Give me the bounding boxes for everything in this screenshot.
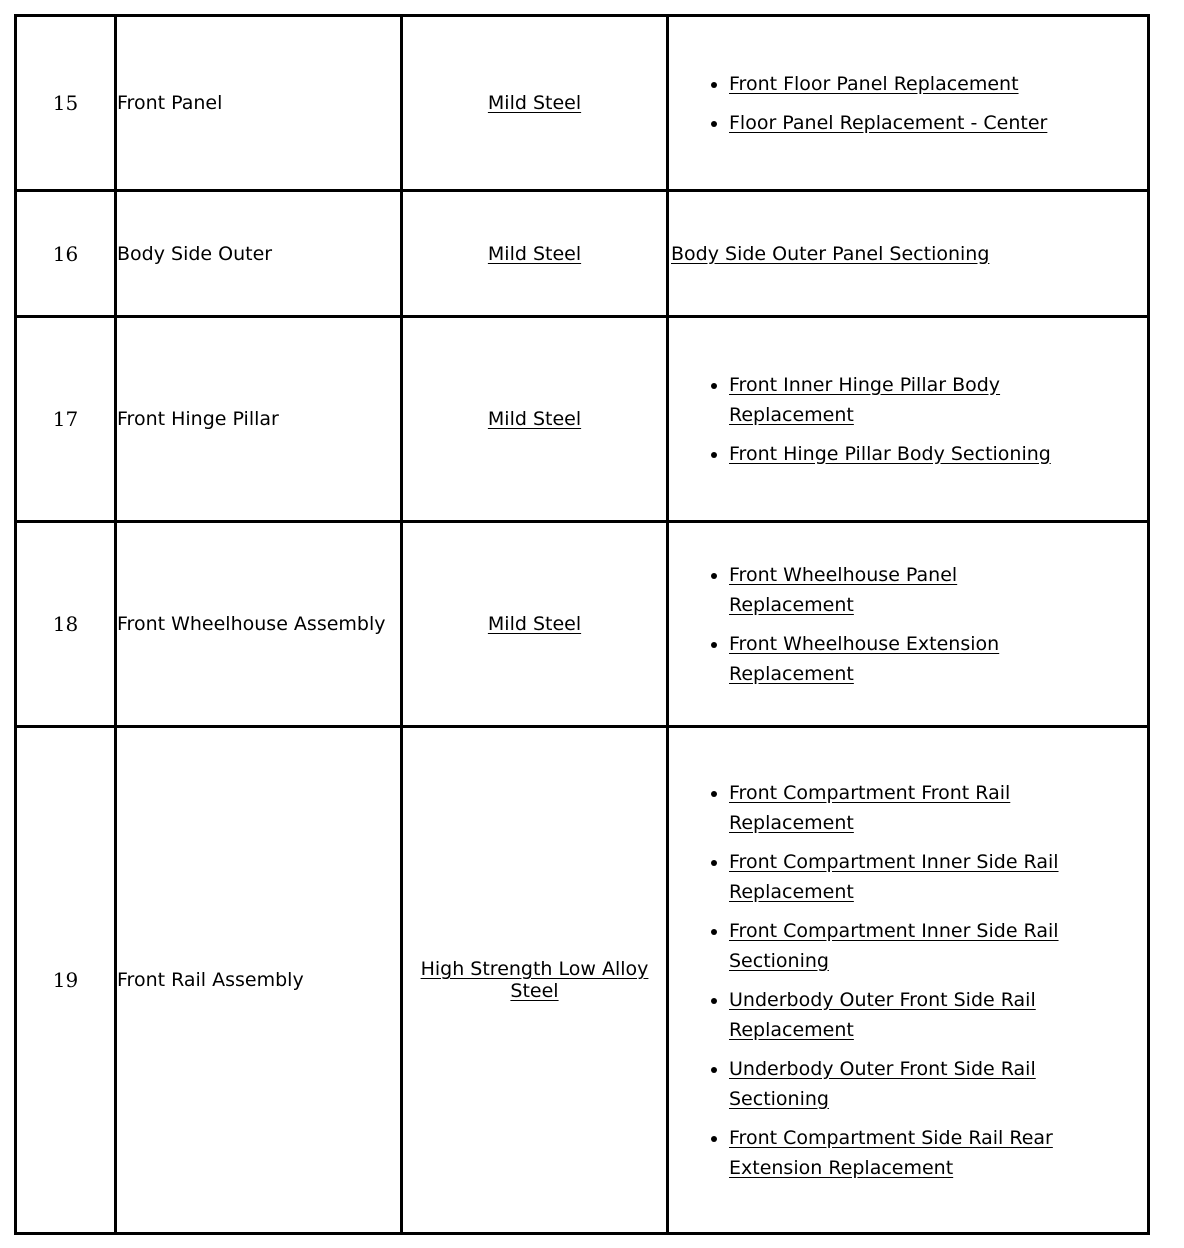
list-item bbox=[729, 108, 1147, 138]
table-row bbox=[14, 523, 1147, 728]
material-link[interactable]: Mild Steel bbox=[487, 242, 582, 265]
material-link[interactable]: Mild Steel bbox=[487, 408, 582, 430]
material-cell bbox=[400, 523, 666, 728]
parts-table bbox=[14, 14, 1150, 1235]
procedure-link[interactable]: Front Floor Panel Replacement bbox=[729, 72, 1019, 95]
row-number: 15 bbox=[14, 17, 114, 192]
list-item bbox=[729, 560, 1147, 620]
procedure-list bbox=[669, 560, 1147, 689]
table-row bbox=[14, 17, 1147, 192]
procedure-cell bbox=[666, 318, 1147, 523]
component-name: Body Side Outer bbox=[114, 192, 400, 318]
material-link[interactable]: Mild Steel bbox=[487, 613, 582, 635]
list-item bbox=[729, 1054, 1147, 1114]
material-cell bbox=[400, 728, 666, 1232]
procedure-link[interactable]: Front Compartment Front Rail Replacement bbox=[729, 781, 1011, 834]
procedure-link[interactable]: Front Hinge Pillar Body Sectioning bbox=[729, 442, 1051, 465]
list-item bbox=[729, 370, 1147, 430]
list-item bbox=[729, 1123, 1147, 1183]
list-item bbox=[729, 439, 1147, 469]
row-number: 16 bbox=[14, 192, 114, 318]
component-name: Front Wheelhouse Assembly bbox=[114, 523, 400, 728]
list-item bbox=[729, 985, 1147, 1045]
material-link[interactable]: High Strength Low Alloy Steel bbox=[420, 958, 649, 1002]
row-number: 19 bbox=[14, 728, 114, 1232]
procedure-link[interactable]: Front Compartment Inner Side Rail Replacement bbox=[729, 850, 1059, 903]
material-cell bbox=[400, 192, 666, 318]
procedure-list bbox=[669, 69, 1147, 138]
procedure-cell bbox=[666, 728, 1147, 1232]
component-name: Front Rail Assembly bbox=[114, 728, 400, 1232]
procedure-link[interactable]: Body Side Outer Panel Sectioning bbox=[671, 242, 990, 265]
component-name: Front Hinge Pillar bbox=[114, 318, 400, 523]
component-name: Front Panel bbox=[114, 17, 400, 192]
material-link[interactable]: Mild Steel bbox=[487, 92, 582, 114]
table-row bbox=[14, 192, 1147, 318]
procedure-list bbox=[669, 370, 1147, 469]
procedure-link[interactable]: Floor Panel Replacement - Center bbox=[729, 111, 1048, 134]
procedure-cell bbox=[666, 192, 1147, 318]
material-cell bbox=[400, 17, 666, 192]
procedure-cell bbox=[666, 17, 1147, 192]
material-cell bbox=[400, 318, 666, 523]
procedure-link[interactable]: Front Compartment Inner Side Rail Sectioning bbox=[729, 919, 1059, 972]
list-item bbox=[729, 916, 1147, 976]
list-item bbox=[729, 778, 1147, 838]
procedure-link[interactable]: Underbody Outer Front Side Rail Sectioning bbox=[729, 1057, 1036, 1110]
row-number: 18 bbox=[14, 523, 114, 728]
procedure-link[interactable]: Front Inner Hinge Pillar Body Replacement bbox=[729, 373, 1001, 426]
procedure-link[interactable]: Front Compartment Side Rail Rear Extension Replacement bbox=[729, 1126, 1053, 1179]
procedure-list bbox=[669, 778, 1147, 1183]
list-item bbox=[729, 629, 1147, 689]
procedure-link[interactable]: Front Wheelhouse Extension Replacement bbox=[729, 632, 1000, 685]
procedure-link[interactable]: Underbody Outer Front Side Rail Replacement bbox=[729, 988, 1036, 1041]
table-row bbox=[14, 728, 1147, 1232]
list-item bbox=[729, 69, 1147, 99]
list-item bbox=[729, 847, 1147, 907]
procedure-link[interactable]: Front Wheelhouse Panel Replacement bbox=[729, 563, 958, 616]
table-row bbox=[14, 318, 1147, 523]
procedure-cell bbox=[666, 523, 1147, 728]
row-number: 17 bbox=[14, 318, 114, 523]
